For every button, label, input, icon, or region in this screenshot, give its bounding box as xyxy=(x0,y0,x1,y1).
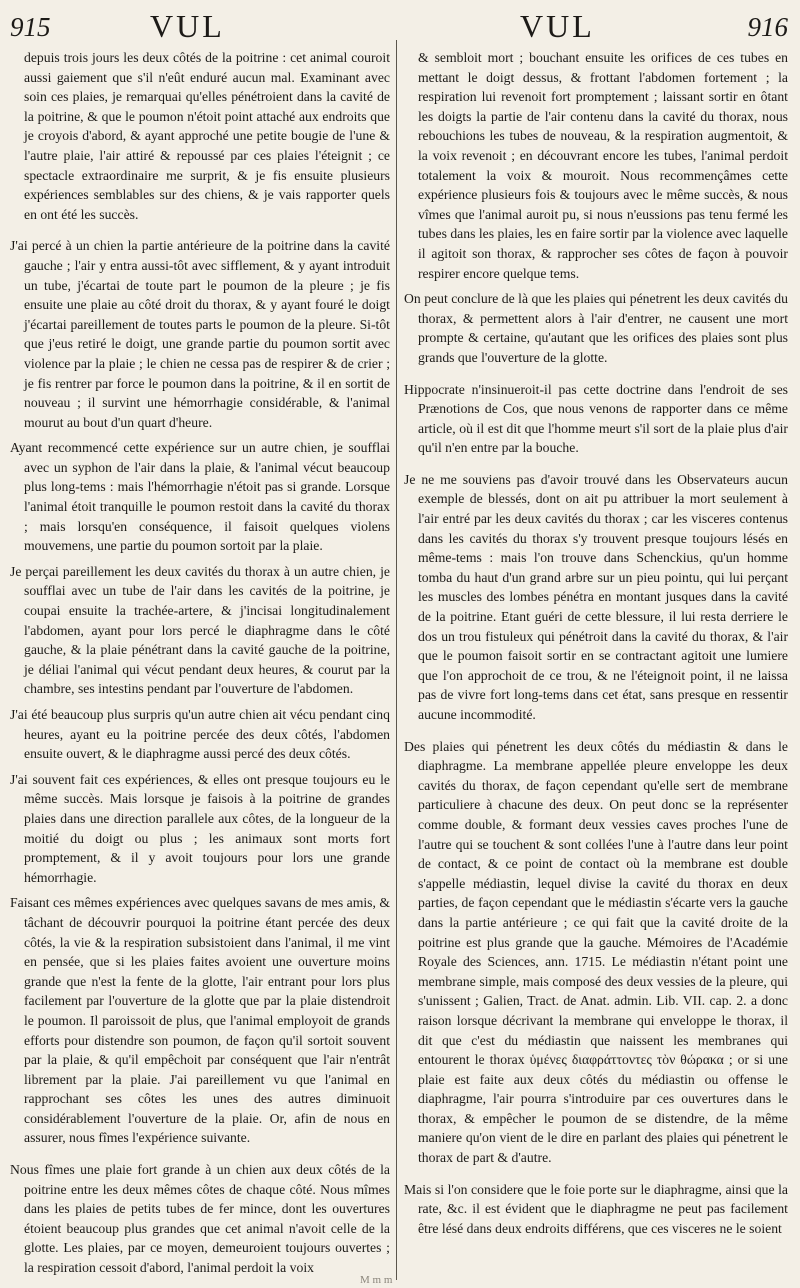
paragraph: Hippocrate n'insinueroit-il pas cette doctrine dans l'endroit de ses Prænotions de Cos, que nous venons de rapporter dans ce même article, où il est dit que l'homme meurt s'il sort de la plaie plus d'air qu'il n'en entre par la bouche. xyxy=(404,381,788,456)
running-head-right: VUL xyxy=(520,8,595,44)
right-column xyxy=(404,48,788,1280)
paragraph: J'ai été beaucoup plus surpris qu'un autre chien ait vécu pendant cinq heures, ayant eu la poitrine percée des deux côtés, l'abdomen ensuite ouvert, & le diaphragme aussi percé des deux côtés. xyxy=(10,707,390,762)
signature-mark: M m m xyxy=(360,1274,393,1286)
paragraph: J'ai souvent fait ces expériences, & elles ont presque toujours eu le même succès. Mais lorsque je faisois à la poitrine de grandes plaies dans une direction parallele aux côtes, de la longueur de la moitié du doigt ou plus ; les animaux sont morts fort promptement, & il y avoit toujours pour lors une grande hémorrhagie. xyxy=(10,771,390,885)
column-divider xyxy=(396,40,397,1280)
paragraph: Mais si l'on considere que le foie porte sur le diaphragme, ainsi que la rate, &c. il est évident que le diaphragme ne peut pas facilement être lésé dans deux endroits différens, que ces visceres ne le soient xyxy=(404,1181,788,1236)
paragraph: Je ne me souviens pas d'avoir trouvé dans les Observateurs aucun exemple de blessés, dont on ait pu attribuer la mort seulement à l'air entré par les deux cavités du thorax ; car les visceres contenus dans les cavités du thorax s'y trouvent presque toujours lésés en même-tems : mais l'on trouve dans Schenckius, qu'un homme tomba du haut d'un grand arbre sur un pieu pointu, qui lui perçant les muscles des lombes pénétra en montant jusques dans la cavité de la poitrine. Etant guéri de cette blessure, il lui resta derriere le dos un trou fistuleux qui pénétroit dans la cavité du thorax, & l'air que le poumon faisoit sortir en se contractant agitoit une lumiere que l'on approchoit de ce trou, & ne l'éteignoit point, il ne laissa pas de vivre fort long-tems dans cet état, sans presque en ressentir aucune incommodité. xyxy=(404,471,788,722)
paragraph: depuis trois jours les deux côtés de la poitrine : cet animal couroit aussi gaiement que s'il n'eût enduré aucun mal. Examinant avec soin ces plaies, je remarquai qu'elles pénétroient dans la cavité de la poitrine, & que le poumon n'étoit point attaché aux endroits que je croyois d'abord, & ayant approché une petite bougie de l'une & l'autre plaie, l'air attiré & repoussé par ces plaies l'éteignit ; ce spectacle extraordinaire me surprit, & je fis ensuite plusieurs expériences semblables sur des chiens, & je vais rapporter quels en ont été les succès. xyxy=(24,50,390,222)
left-column xyxy=(10,48,390,1280)
paragraph: On peut conclure de là que les plaies qui pénetrent les deux cavités du thorax, & permettent alors à l'air d'entrer, ne causent une mort prompte & certaine, qu'autant que les orifices des plaies sont plus grands que l'ouverture de la glotte. xyxy=(404,291,788,365)
section-paragraph: Des plaies qui pénetrent les deux côtés du médiastin & dans le diaphragme. La membrane appellée pleure enveloppe les deux cavités du thorax, de façon cependant qu'elle sert de membrane particuliere à chacune des deux. On peut donc se la représenter comme double, & formant deux vessies caves proches l'une de l'autre qui se touchent & sont collées l'une à l'autre dans leur point de contact, & ce point de contact où la membrane est double s'appelle médiastin, lequel divise la cavité du thorax en deux parties, de façon cependant que le médiastin s'écarte vers la gauche dans la partie antérieure ; ce qui fait que la cavité droite de la poitrine est plus grande que la gauche. Mémoires de l'Académie Royale des Sciences, ann. 1715. Le médiastin n'étant point une membrane simple, mais composé des deux vessies de la pleure, qui s'unissent ; Galien, Tract. de Anat. admin. Lib. VII. cap. 2. a donc raison lorsque décrivant la membrane qui enveloppe le thorax, il dit que c'est du médiastin que naissent les membranes qui entourent le thorax ὑμένες διαφράττοντες τὸν θώρακα ; or si une plaie est faite aux deux côtés du médiastin ou offense le diaphragme, l'air pourra s'introduire par ces ouvertures dans le thorax, & empêcher le poumon de se distendre, de la même maniere qu'on vient de le dire en parlant des plaies qui pénetrent le thorax de part & d'autre. xyxy=(404,738,788,1166)
page-number-right: 916 xyxy=(747,12,788,42)
page-number-left: 915 xyxy=(10,12,51,42)
paragraph: Ayant recommencé cette expérience sur un autre chien, je soufflai avec un syphon de l'air dans la plaie, & l'animal vécut beaucoup plus long-tems : mais l'hémorrhagie n'étoit pas si grande. Lorsque l'animal étoit tranquille le poumon restoit dans la cavité du thorax ; mais lorsqu'en conséquence, il faisoit quelques violens mouvemens, une partie du poumon sortoit par la plaie. xyxy=(10,440,390,554)
paragraph: J'ai percé à un chien la partie antérieure de la poitrine dans la cavité gauche ; l'air y entra aussi-tôt avec sifflement, & y ayant introduit un tube, j'écartai de toute part le poumon de la pleure ; je fis ensuite une plaie au côté droit du thorax, & y ayant fouré le doigt j'écartai pareillement de toutes parts le poumon de la pleure. Si-tôt que j'eus retiré le doigt, une grande partie du poumon sortit avec violence par la plaie ; le chien ne cessa pas de respirer & de crier ; je fis rentrer par force le poumon dans la poitrine, & il en sortit de nouveau ; il survint une hémorrhagie considérable, & l'animal mourut au bout d'un quart d'heure. xyxy=(10,238,390,430)
page-header xyxy=(0,6,800,48)
paragraph: Je perçai pareillement les deux cavités du thorax à un autre chien, je soufflai avec un tube de l'air dans les cavités de la poitrine, je coupai ensuite la trachée-artere, & j'incisai longitudinalement l'abdomen, ayant pour lors percé le diaphragme dans le côté gauche, & la plaie pénétrant dans la cavité gauche de la poitrine, je déliai l'animal qui vécut pendant deux heures, & courut par la chambre, ses intestins pendant par l'ouverture de l'abdomen. xyxy=(10,563,390,697)
paragraph: & sembloit mort ; bouchant ensuite les orifices de ces tubes en mettant le doigt dessus, & frottant l'abdomen fortement ; la respiration lui revenoit fort promptement ; laissant sortir en ôtant les doigts la partie de l'air contenu dans la cavité du thorax, nous rebouchions les tubes de nouveau, & la respiration augmentoit, & la voix revenoit ; en découvrant encore les tubes, l'animal perdoit totalement la voix & mouroit. Nous recommençâmes cette expérience plusieurs fois & toujours avec le même succès, & nous vîmes que l'animal auroit pu, si nous n'eussions pas tenu fermé les tubes dans les plaies, les en faire sortir par la violence avec laquelle il agitoit son thorax, & rapprocher ses côtes de façon à pouvoir respirer encore quelque tems. xyxy=(418,50,788,281)
running-head-left: VUL xyxy=(150,8,225,44)
paragraph: Faisant ces mêmes expériences avec quelques savans de mes amis, & tâchant de découvrir pourquoi la poitrine étant percée des deux côtés, la vie & la respiration subsistoient dans l'animal, il me vint en pensée, que si les plaies faites avoient une ouverture moins grande que n'est la fente de la glotte, l'air entrant pour lors plus facilement par l'ouverture de la glotte que par la plaie distendroit le poumon. Il paroissoit de plus, que l'animal employoit de grands efforts pour distendre son poumon, de façon qu'il sortoit souvent par la plaie, & qu'il empêchoit par conséquent que l'air n'entrât librement par la plaie. J'ai pareillement vu que l'animal en rapprochant ses côtes les unes des autres diminuoit considérablement l'ouverture de la plaie. Or, afin de nous en assurer, nous fîmes l'expérience suivante. xyxy=(10,895,390,1146)
paragraph: Nous fîmes une plaie fort grande à un chien aux deux côtés de la poitrine entre les deux mêmes côtes de chaque côté. Nous mîmes dans les plaies de petits tubes de fer mince, dont les ouvertures étoient beaucoup plus grandes que cet animal n'avoit celle de la glotte. Les plaies, par ce moyen, demeuroient toujours ouvertes ; la respiration cessoit d'abord, l'animal perdoit la voix xyxy=(10,1162,390,1276)
